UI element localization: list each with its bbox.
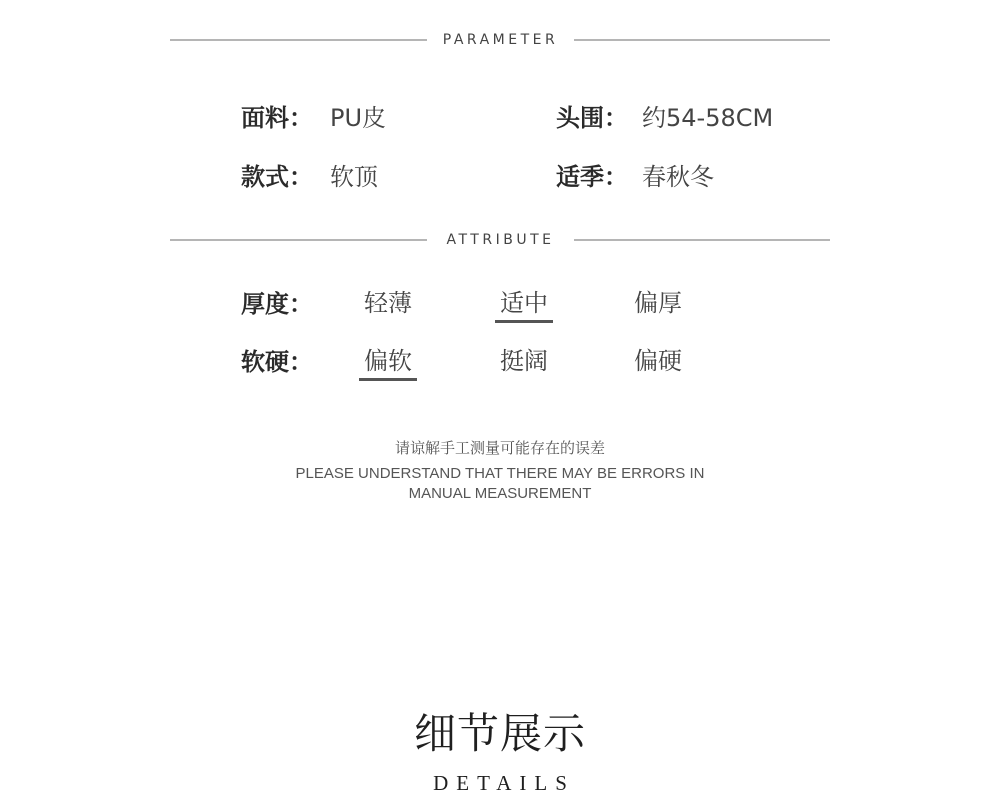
parameter-divider [170,30,830,50]
style-label: 款式： [241,163,313,191]
measurement-note-chinese: 请谅解手工测量可能存在的误差 [394,439,605,457]
divider-line-right [574,239,830,241]
attribute-heading: ATTRIBUTE [446,232,555,248]
details-title: 细节展示 [413,709,586,758]
thickness-option-thin: 轻薄 [364,289,412,317]
softness-label: 软硬： [241,348,313,376]
divider-line-right [574,39,830,41]
details-subtitle: DETAILS [433,771,575,795]
season-value: 春秋冬 [642,163,714,191]
head-circumference-value: 约54-58CM [642,104,774,132]
material-label: 面料： [241,104,313,132]
divider-line-left [170,239,427,241]
head-circumference-label: 头围： [556,104,628,132]
softness-option-hard: 偏硬 [634,347,682,375]
divider-line-left [170,39,427,41]
attribute-divider [170,230,830,250]
softness-option-stiff: 挺阔 [500,347,548,375]
style-value: 软顶 [330,163,378,191]
thickness-label: 厚度： [241,290,313,318]
parameter-heading: PARAMETER [442,32,559,48]
material-value: PU皮 [330,104,387,132]
softness-option-soft-selected: 偏软 [356,346,420,376]
thickness-option-thick: 偏厚 [634,289,682,317]
thickness-option-medium-selected: 适中 [492,288,556,318]
season-label: 适季： [556,163,628,191]
measurement-note-english: PLEASE UNDERSTAND THAT THERE MAY BE ERRORS IN MANUAL MEASUREMENT [295,465,705,502]
